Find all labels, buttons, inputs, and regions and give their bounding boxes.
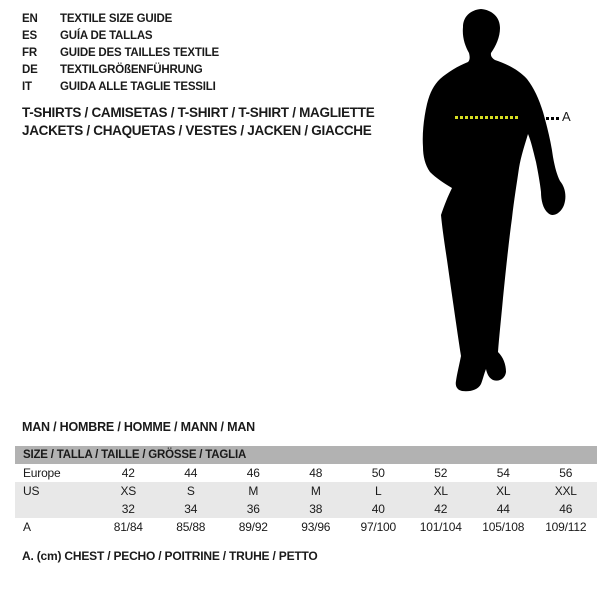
language-label: GUÍA DE TALLAS	[60, 30, 153, 42]
table-row-us-numeric	[15, 500, 597, 518]
section-title-man: MAN / HOMBRE / HOMME / MANN / MAN	[22, 420, 255, 434]
table-cell: 109/112	[545, 520, 587, 534]
table-cell: 50	[371, 466, 385, 480]
language-code: ES	[22, 30, 37, 42]
table-cell: 56	[559, 466, 573, 480]
language-row-fr	[22, 45, 219, 62]
language-row-de	[22, 62, 219, 79]
table-cell: 32	[121, 502, 135, 516]
table-row-us	[15, 482, 597, 500]
language-label: GUIDE DES TAILLES TEXTILE	[60, 47, 219, 59]
table-cell: M	[310, 484, 321, 498]
table-cell: 34	[184, 502, 198, 516]
table-cell: XS	[120, 484, 137, 498]
table-cell: 105/108	[482, 520, 525, 534]
language-code: FR	[22, 47, 37, 59]
table-cell: XXL	[554, 484, 577, 498]
table-cell: 97/100	[360, 520, 396, 534]
chest-measure-dashed-line	[455, 116, 519, 119]
measure-label-a: A	[562, 109, 571, 124]
category-line-tshirts: T-SHIRTS / CAMISETAS / T-SHIRT / T-SHIRT / MAGLIETTE	[22, 105, 375, 120]
man-silhouette	[405, 8, 575, 395]
row-label: A	[23, 520, 31, 534]
language-code: DE	[22, 64, 38, 76]
row-label	[15, 500, 97, 518]
table-cell: XL	[433, 484, 448, 498]
table-cell: 46	[246, 466, 260, 480]
table-row-a-chest	[15, 518, 597, 536]
size-table	[15, 446, 597, 536]
table-cell: 40	[371, 502, 385, 516]
language-row-en	[22, 11, 219, 28]
measure-pointer-dashes	[546, 117, 560, 120]
language-label: TEXTILE SIZE GUIDE	[60, 13, 173, 25]
table-cell: L	[375, 484, 382, 498]
table-cell: 101/104	[419, 520, 462, 534]
row-label: Europe	[23, 466, 61, 480]
table-cell: M	[248, 484, 259, 498]
table-cell: XL	[496, 484, 511, 498]
table-cell: 44	[184, 466, 198, 480]
language-code: IT	[22, 81, 32, 93]
table-cell: 46	[559, 502, 573, 516]
language-list	[22, 11, 219, 96]
table-cell: 85/88	[176, 520, 206, 534]
measure-footnote: A. (cm) CHEST / PECHO / POITRINE / TRUHE / PETTO	[22, 549, 318, 563]
table-cell: 48	[309, 466, 323, 480]
category-line-jackets: JACKETS / CHAQUETAS / VESTES / JACKEN / GIACCHE	[22, 122, 372, 138]
table-cell: 52	[434, 466, 448, 480]
table-cell: 81/84	[113, 520, 143, 534]
table-cell: 42	[121, 466, 135, 480]
language-label: TEXTILGRÖßENFÜHRUNG	[60, 64, 203, 76]
table-cell: 93/96	[301, 520, 331, 534]
language-label: GUIDA ALLE TAGLIE TESSILI	[60, 81, 216, 93]
table-cell: 42	[434, 502, 448, 516]
language-row-it	[22, 79, 219, 96]
table-cell: 36	[246, 502, 260, 516]
size-table-header: SIZE / TALLA / TAILLE / GRÖSSE / TAGLIA	[15, 446, 597, 464]
row-label: US	[23, 484, 40, 498]
language-code: EN	[22, 13, 38, 25]
table-row-europe	[15, 464, 597, 482]
table-cell: 44	[496, 502, 510, 516]
category-lines	[22, 104, 374, 139]
table-cell: 89/92	[238, 520, 268, 534]
table-cell: 38	[309, 502, 323, 516]
table-cell: S	[186, 484, 195, 498]
table-cell: 54	[496, 466, 510, 480]
language-row-es	[22, 28, 219, 45]
